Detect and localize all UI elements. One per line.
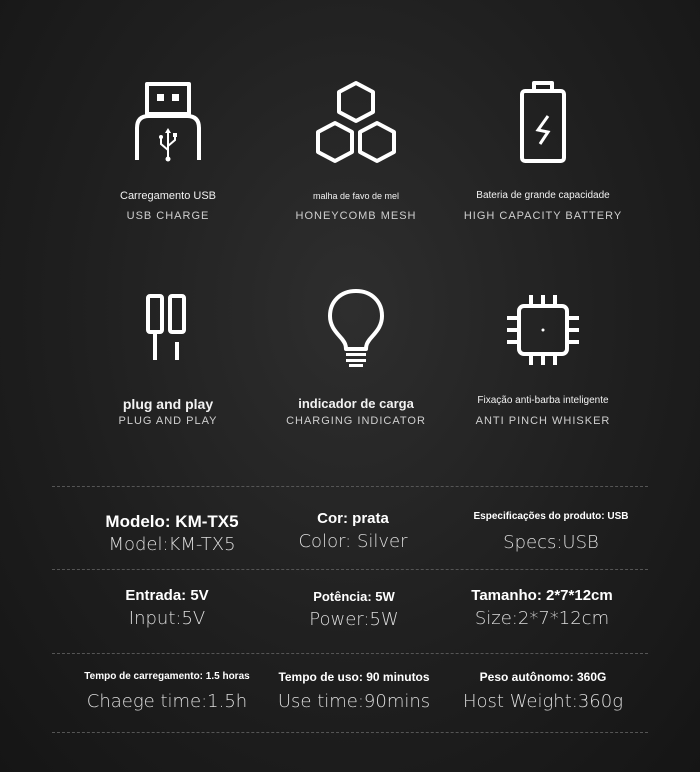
feature-charging-indicator bbox=[256, 285, 456, 435]
feature-title-pt: Fixação anti-barba inteligente bbox=[477, 395, 609, 406]
feature-honeycomb-mesh bbox=[256, 70, 456, 230]
feature-title-en: HIGH CAPACITY BATTERY bbox=[463, 210, 623, 222]
battery-icon bbox=[518, 80, 568, 166]
feature-title-en: USB CHARGE bbox=[126, 210, 210, 222]
spec-size bbox=[432, 587, 652, 629]
feature-title-en: CHARGING INDICATOR bbox=[286, 415, 426, 427]
feature-title-en: ANTI PINCH WHISKER bbox=[475, 415, 611, 427]
spec-use-time bbox=[244, 670, 464, 712]
spec-label-pt: Modelo: KM-TX5 bbox=[105, 512, 239, 531]
feature-high-capacity-battery bbox=[443, 70, 643, 230]
spec-label-en: Chaege time:1.5h bbox=[86, 691, 248, 712]
divider bbox=[52, 653, 648, 654]
honeycomb-icon bbox=[313, 80, 399, 164]
spec-label-pt: Especificações do produto: USB bbox=[473, 511, 629, 522]
spec-specs bbox=[441, 511, 661, 553]
spec-host-weight bbox=[433, 670, 653, 712]
spec-label-en: Host Weight:360g bbox=[462, 691, 623, 712]
feature-title-pt: malha de favo de mel bbox=[312, 191, 400, 201]
feature-plug-and-play bbox=[68, 285, 268, 435]
feature-title-en: HONEYCOMB MESH bbox=[295, 210, 417, 222]
chip-icon bbox=[505, 293, 581, 367]
feature-anti-pinch-whisker bbox=[443, 285, 643, 435]
feature-usb-charge bbox=[68, 70, 268, 230]
usb-icon bbox=[133, 80, 203, 166]
spec-color bbox=[243, 510, 463, 552]
spec-label-en: Input:5V bbox=[128, 608, 206, 629]
feature-title-pt: plug and play bbox=[122, 396, 214, 412]
divider bbox=[52, 732, 648, 733]
divider bbox=[52, 569, 648, 570]
spec-label-en: Size:2*7*12cm bbox=[474, 608, 610, 629]
divider bbox=[52, 486, 648, 487]
spec-label-en: Model:KM-TX5 bbox=[108, 534, 236, 555]
spec-label-en: Color: Silver bbox=[298, 531, 408, 552]
spec-label-pt: Entrada: 5V bbox=[125, 587, 209, 604]
spec-label-pt: Cor: prata bbox=[317, 510, 389, 527]
spec-label-pt: Potência: 5W bbox=[313, 589, 395, 604]
spec-label-pt: Tempo de uso: 90 minutos bbox=[278, 670, 430, 684]
spec-label-en: Power:5W bbox=[309, 609, 399, 630]
spec-label-pt: Peso autônomo: 360G bbox=[479, 670, 607, 684]
spec-label-en: Use time:90mins bbox=[277, 691, 431, 712]
feature-title-pt: indicador de carga bbox=[298, 396, 414, 411]
spec-power bbox=[244, 589, 464, 630]
feature-title-pt: Bateria de grande capacidade bbox=[476, 190, 610, 201]
spec-label-pt: Tempo de carregamento: 1.5 horas bbox=[84, 671, 250, 682]
spec-label-pt: Tamanho: 2*7*12cm bbox=[471, 587, 613, 604]
feature-title-pt: Carregamento USB bbox=[120, 190, 216, 202]
spec-label-en: Specs:USB bbox=[503, 532, 599, 553]
plug-icon bbox=[143, 293, 193, 363]
feature-title-en: PLUG AND PLAY bbox=[118, 415, 218, 427]
lightbulb-icon bbox=[326, 287, 386, 367]
